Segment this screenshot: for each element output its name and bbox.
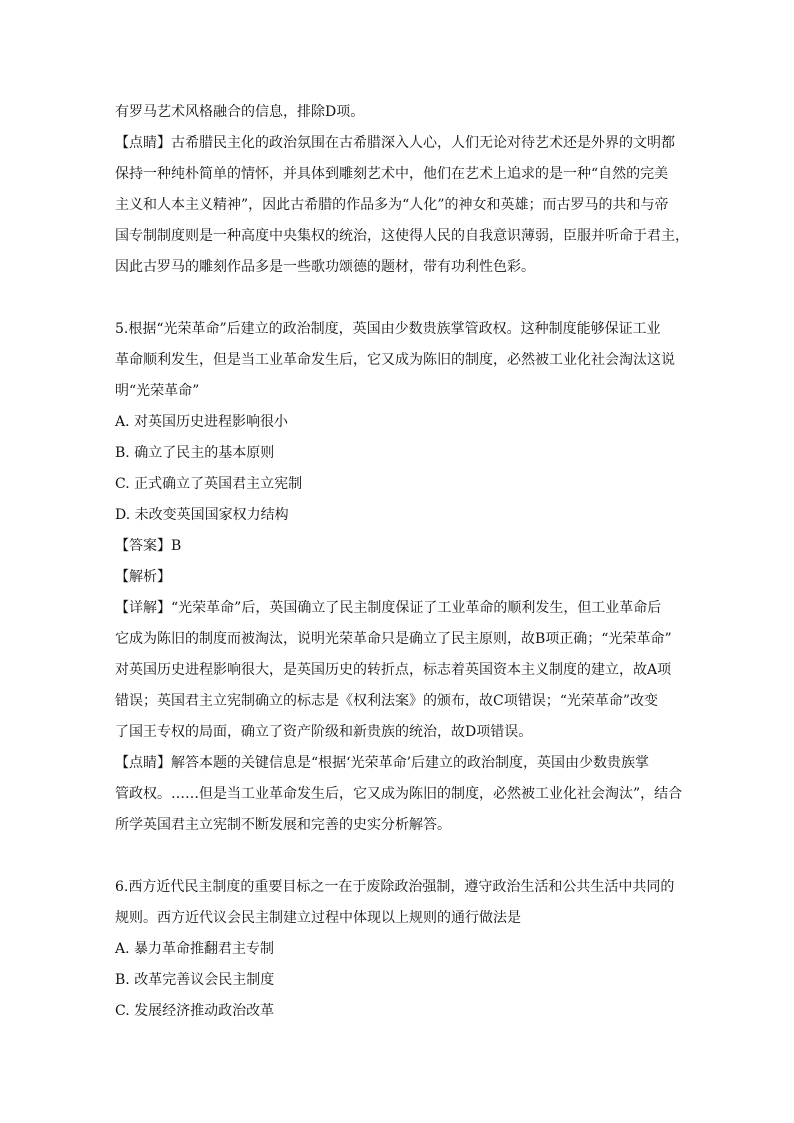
q5-option-c: C. 正式确立了英国君主立宪制 <box>115 476 303 492</box>
q5-stem-line: 革命顺利发生，但是当工业革命发生后，它又成为陈旧的制度，必然被工业化社会淘汰这说 <box>115 352 675 368</box>
q6-option-c: C. 发展经济推动政治改革 <box>115 1003 275 1019</box>
q4-dianjing-line: 因此古罗马的雕刻作品多是一些歌功颂德的题材，带有功利性色彩。 <box>115 259 535 275</box>
q6-stem-line: 规则。西方近代议会民主制建立过程中体现以上规则的通行做法是 <box>115 910 521 926</box>
q5-dianjing-line: 【点睛】解答本题的关键信息是“根据‘光荣革命’后建立的政治制度，英国由少数贵族掌 <box>115 755 650 771</box>
q5-dianjing-line: 所学英国君主立宪制不断发展和完善的史实分析解答。 <box>115 817 451 833</box>
q5-stem-line: 明“光荣革命” <box>115 383 200 399</box>
q4-dianjing-line: 保持一种纯朴简单的情怀，并具体到雕刻艺术中，他们在艺术上追求的是一种“自然的完美 <box>115 166 669 182</box>
q5-analysis-title: 【解析】 <box>115 569 171 585</box>
q5-detail-line: 对英国历史进程影响很大，是英国历史的转折点，标志着英国资本主义制度的建立，故A项 <box>115 662 672 678</box>
q4-dianjing-line: 国专制制度则是一种高度中央集权的统治，这使得人民的自我意识薄弱，臣服并听命于君主， <box>115 228 689 244</box>
q5-option-d: D. 未改变英国国家权力结构 <box>115 507 289 523</box>
q5-detail-line: 它成为陈旧的制度而被淘汰，说明光荣革命只是确立了民主原则，故B项正确；“光荣革命” <box>115 631 672 647</box>
q5-option-b: B. 确立了民主的基本原则 <box>115 445 275 461</box>
document-content <box>115 97 695 1027</box>
q6-option-a: A. 暴力革命推翻君主专制 <box>115 941 275 957</box>
q5-dianjing-line: 管政权。……但是当工业革命发生后，它又成为陈旧的制度，必然被工业化社会淘汰”，结合 <box>115 786 683 802</box>
spacer <box>115 841 695 872</box>
q5-answer: 【答案】B <box>115 538 182 554</box>
q5-detail-line: 【详解】“光荣革命”后，英国确立了民主制度保证了工业革命的顺利发生，但工业革命后 <box>115 600 662 616</box>
q6-stem-line: 6.西方近代民主制度的重要目标之一在于废除政治强制，遵守政治生活和公共生活中共同的 <box>115 879 675 895</box>
q5-stem-line: 5.根据“光荣革命”后建立的政治制度，英国由少数贵族掌管政权。这种制度能够保证工业 <box>115 321 661 337</box>
q6-option-b: B. 改革完善议会民主制度 <box>115 972 275 988</box>
spacer <box>115 283 695 314</box>
q4-conclusion-line: 有罗马艺术风格融合的信息，排除D项。 <box>115 104 365 120</box>
q5-option-a: A. 对英国历史进程影响很小 <box>115 414 289 430</box>
q5-detail-line: 了国王专权的局面，确立了资产阶级和新贵族的统治，故D项错误。 <box>115 724 533 740</box>
q4-dianjing-line: 【点睛】古希腊民主化的政治氛围在古希腊深入人心，人们无论对待艺术还是外界的文明都 <box>115 135 675 151</box>
q4-dianjing-line: 主义和人本主义精神”，因此古希腊的作品多为“人化”的神女和英雄；而古罗马的共和与帝 <box>115 197 669 213</box>
q5-detail-line: 错误；英国君主立宪制确立的标志是《权利法案》的颁布，故C项错误；“光荣革命”改变 <box>115 693 659 709</box>
